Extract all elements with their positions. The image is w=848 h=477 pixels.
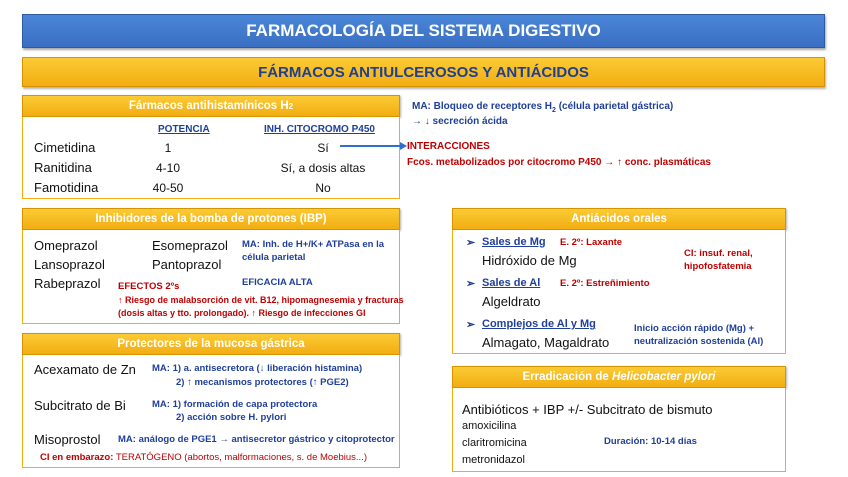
h2-ma-prefix: MA: Bloqueo de receptores H bbox=[412, 101, 553, 112]
ibp-ma: MA: Inh. de H+/K+ ATPasa en la célula parietal bbox=[242, 239, 385, 263]
erradicacion-main: Antibióticos + IBP +/- Subcitrato de bismuto bbox=[462, 402, 713, 417]
chevron-right-icon: ➢ bbox=[466, 319, 476, 331]
ibp-efectos-label: EFECTOS 2ºs bbox=[118, 281, 180, 292]
protectores-acex-ma1: MA: 1) a. antisecretora (↓ liberación histamina) bbox=[152, 363, 363, 374]
embarazo-label: CI en embarazo: bbox=[40, 452, 114, 463]
chevron-right-icon: ➢ bbox=[466, 237, 476, 249]
h2-ma-sub: 2 bbox=[552, 107, 556, 114]
antiacidos-al-effect: E. 2º: Estreñimiento bbox=[560, 278, 650, 289]
h2-interacciones-text: Fcos. metabolizados por citocromo P450 → ↑ conc. plasmáticas bbox=[407, 157, 711, 168]
protectores-miso-ma: MA: análogo de PGE1 → antisecretor gástrico y citoprotector bbox=[118, 434, 395, 445]
h2-col-potencia: POTENCIA bbox=[158, 124, 210, 135]
protectores-drug-acexamato: Acexamato de Zn bbox=[34, 362, 136, 377]
protectores-drug-misoprostol: Misoprostol bbox=[34, 432, 101, 447]
ibp-eficacia: EFICACIA ALTA bbox=[242, 277, 313, 288]
h2-section-header bbox=[22, 95, 400, 117]
antiacidos-complex-note: Inicio acción rápido (Mg) + neutralización sostenida (Al) bbox=[634, 323, 764, 347]
h2-potencia-ranitidina: 4-10 bbox=[155, 161, 181, 175]
h2-header-sub: 2 bbox=[288, 101, 294, 111]
h2-col-inh: INH. CITOCROMO P450 bbox=[264, 124, 375, 135]
protectores-embarazo bbox=[40, 452, 367, 463]
h2-inh-cimetidina: Sí bbox=[317, 141, 329, 155]
ibp-section-header: Inhibidores de la bomba de protones (IBP) bbox=[22, 208, 400, 230]
antiacidos-complex-label: Complejos de Al y Mg bbox=[482, 318, 596, 330]
antiacidos-ci: CI: insuf. renal, hipofosfatemia bbox=[684, 248, 753, 272]
ibp-efectos-line1: ↑ Riesgo de malabsorción de vit. B12, hipomagnesemia y fracturas bbox=[118, 295, 404, 305]
erradicacion-header-italic: Helicobacter pylori bbox=[611, 371, 716, 383]
antiacidos-al-label: Sales de Al bbox=[482, 277, 541, 289]
erradicacion-header-prefix: Erradicación de bbox=[522, 371, 609, 383]
page-title: FARMACOLOGÍA DEL SISTEMA DIGESTIVO bbox=[22, 14, 825, 48]
h2-ma-line2: → ↓ secreción ácida bbox=[412, 116, 508, 127]
h2-potencia-cimetidina: 1 bbox=[164, 141, 172, 155]
h2-drug-famotidina: Famotidina bbox=[34, 180, 99, 195]
ibp-efectos-line2: (dosis altas y tto. prolongado). ↑ Riesgo de infecciones GI bbox=[118, 308, 366, 318]
h2-interacciones-label: INTERACCIONES bbox=[407, 141, 490, 152]
erradicacion-claritromicina: claritromicina bbox=[462, 437, 527, 449]
erradicacion-amoxicilina: amoxicilina bbox=[462, 420, 517, 432]
erradicacion-duracion: Duración: 10-14 días bbox=[604, 436, 697, 447]
antiacidos-mg-effect: E. 2º: Laxante bbox=[560, 237, 623, 248]
protectores-acex-ma2: 2) ↑ mecanismos protectores (↑ PGE2) bbox=[176, 377, 349, 388]
chevron-right-icon: ➢ bbox=[466, 278, 476, 290]
ibp-drug-rabeprazol: Rabeprazol bbox=[34, 276, 101, 291]
protectores-section-header: Protectores de la mucosa gástrica bbox=[22, 333, 400, 355]
h2-potencia-famotidina: 40-50 bbox=[152, 181, 184, 195]
protectores-subc-ma2: 2) acción sobre H. pylori bbox=[176, 412, 287, 423]
antiacidos-mg-label: Sales de Mg bbox=[482, 236, 546, 248]
h2-inh-ranitidina: Sí, a dosis altas bbox=[280, 161, 366, 175]
arrow-right-icon bbox=[338, 141, 408, 151]
ibp-drug-lansoprazol: Lansoprazol bbox=[34, 257, 105, 272]
page-subtitle: FÁRMACOS ANTIULCEROSOS Y ANTIÁCIDOS bbox=[22, 57, 825, 87]
antiacidos-section-header: Antiácidos orales bbox=[452, 208, 786, 230]
h2-drug-ranitidina: Ranitidina bbox=[34, 160, 92, 175]
embarazo-text: TERATÓGENO (abortos, malformaciones, s. de Moebius...) bbox=[113, 452, 367, 463]
h2-inh-famotidina: No bbox=[315, 181, 331, 195]
ibp-drug-omeprazol: Omeprazol bbox=[34, 238, 98, 253]
protectores-subc-ma1: MA: 1) formación de capa protectora bbox=[152, 399, 318, 410]
antiacidos-al-drug: Algeldrato bbox=[482, 294, 541, 309]
erradicacion-metronidazol: metronidazol bbox=[462, 454, 525, 466]
h2-drug-cimetidina: Cimetidina bbox=[34, 140, 96, 155]
h2-ma-suffix: (célula parietal gástrica) bbox=[555, 101, 674, 112]
antiacidos-mg-drug: Hidróxido de Mg bbox=[482, 253, 577, 268]
ibp-drug-esomeprazol: Esomeprazol bbox=[152, 238, 228, 253]
antiacidos-complex-drug: Almagato, Magaldrato bbox=[482, 335, 610, 350]
erradicacion-section-header bbox=[452, 366, 786, 388]
h2-ma-text bbox=[412, 101, 673, 114]
h2-header-text: Fármacos antihistamínicos H bbox=[128, 100, 289, 112]
ibp-drug-pantoprazol: Pantoprazol bbox=[152, 257, 222, 272]
protectores-drug-subcitrato: Subcitrato de Bi bbox=[34, 398, 126, 413]
